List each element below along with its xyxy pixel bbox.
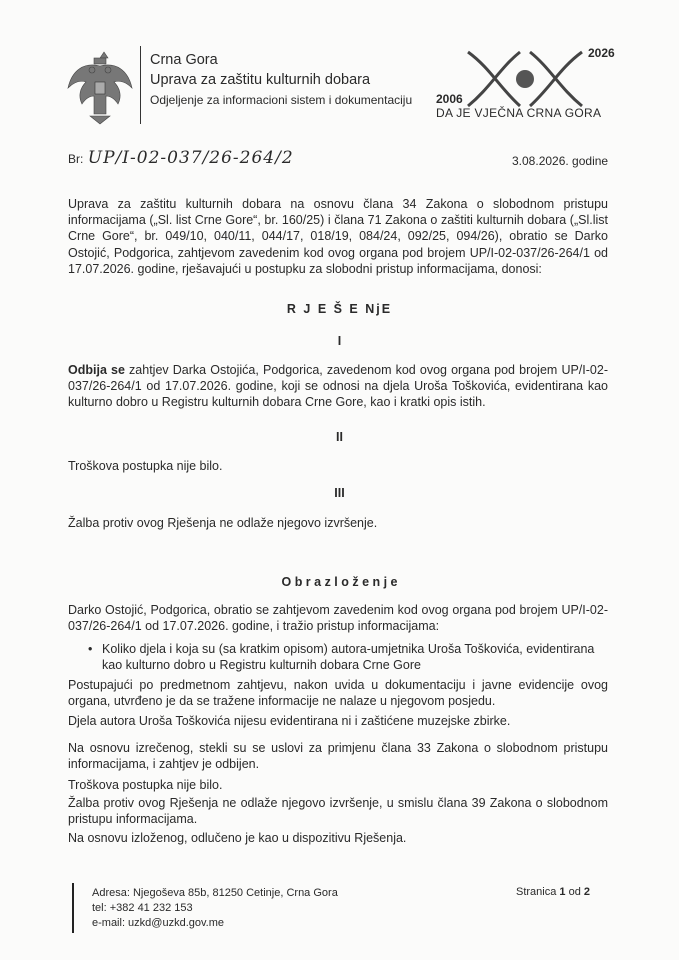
reasoning-paragraph-4: Na osnovu izrečenog, stekli su se uslovi za primjenu člana 33 Zakona o slobodnom pristupu informacijama, i zahtjev je odbijen. [68,741,608,772]
header-country: Crna Gora [150,52,218,68]
section-2-text: Troškova postupka nije bilo. [68,459,223,473]
reasoning-paragraph-1: Darko Ostojić, Podgorica, obratio se zahtjevom zavedenim kod ovog organa pod brojem UP/I-02-037/26-264/1 od 17.07.2026. godine, i tražio pristup informacijama: [68,603,608,634]
page-of: od [568,886,581,898]
reference-prefix: Br: [68,152,84,166]
reference-date: 3.08.2026. godine [512,154,609,168]
section-1-body: zahtjev Darka Ostojića, Podgorica, zavedenom kod ovog organa pod brojem UP/I-02-037/26-264/1 od 17.07.2026. godine, koji se odnosi na djela Uroša Toškovića, evidentirana kao kulturno dobro u Registru kulturnih dobara Crne Gore, kao i kratki opis istih. [68,363,608,410]
footer-address: Adresa: Njegoševa 85b, 81250 Cetinje, Crna Gora [92,887,338,899]
intro-paragraph: Uprava za zaštitu kulturnih dobara na osnovu člana 34 Zakona o slobodnom pristupu informacijama („Sl. list Crne Gore“, br. 160/25) i člana 71 Zakona o zaštiti kulturnih dobara („Sl.list Crne Gore“, br. 049/10, 040/11, 044/17, 018/19, 084/24, 092/25, 094/26), obratio se Darko Ostojić, Podgorica, zahtjevom zavedenim kod ovog organa pod brojem UP/I-02-037/26-264/1 od 17.07.2026. godine, rješavajući u postupku za slobodni pristup informacijama, donosi: [68,197,608,276]
footer-email: e-mail: uzkd@uzkd.gov.me [92,917,225,929]
bullet-text: Koliko djela i koja su (sa kratkim opisom) autora-umjetnika Uroša Toškovića, evidentirana kao kulturno dobro u Registru kulturnih dobara Crne Gore [102,642,595,673]
reference-line [68,148,294,168]
header-institution: Uprava za zaštitu kulturnih dobara [150,72,371,88]
logo-motto: DA JE VJEČNA CRNA GORA [436,106,602,120]
section-2-number: II [336,430,343,444]
footer-tel: tel: +382 41 232 153 [92,902,193,914]
footer-divider [72,883,74,933]
section-1-text [68,362,608,411]
section-3-number: III [334,486,345,500]
xx-emblem-icon [460,48,590,110]
bullet-dot-icon: • [88,642,93,656]
reasoning-paragraph-3: Djela autora Uroša Toškovića nijesu evidentirana ni i zaštićene muzejske zbirke. [68,714,511,728]
header-text [150,50,412,110]
anniversary-logo [436,42,630,132]
page-total: 2 [583,886,591,898]
header-department: Odjeljenje za informacioni sistem i dokumentaciju [150,93,413,107]
section-3-text: Žalba protiv ovog Rješenja ne odlaže njegovo izvršenje. [68,516,378,530]
reasoning-title: O b r a z l o ž e n j e [281,575,398,589]
section-1-number: I [337,334,342,348]
logo-year-right: 2026 [588,46,615,60]
decision-title: R J E Š E NjE [286,302,393,316]
reasoning-paragraph-6: Žalba protiv ovog Rješenja ne odlaže njegovo izvršenje, u smislu člana 39 Zakona o slobodnom pristupu informacijama. [68,796,608,827]
page-current: 1 [559,886,566,898]
page-label: Stranica [516,886,557,898]
reference-number: UP/I-02-037/26-264/2 [87,148,294,168]
page-indicator [516,886,590,898]
reasoning-paragraph-5: Troškova postupka nije bilo. [68,778,223,792]
reasoning-bullet [88,641,608,673]
logo-year-left: 2006 [436,92,463,106]
section-1-bold: Odbija se [68,363,125,377]
coat-of-arms-logo [64,48,136,126]
header-divider [140,46,141,124]
reasoning-paragraph-7: Na osnovu izloženog, odlučeno je kao u dispozitivu Rješenja. [68,831,407,845]
reasoning-paragraph-2: Postupajući po predmetnom zahtjevu, nakon uvida u dokumentaciju i javne evidencije ovog organa, utvrđeno je da se tražene informacije ne nalaze u njegovom posjedu. [68,678,608,709]
